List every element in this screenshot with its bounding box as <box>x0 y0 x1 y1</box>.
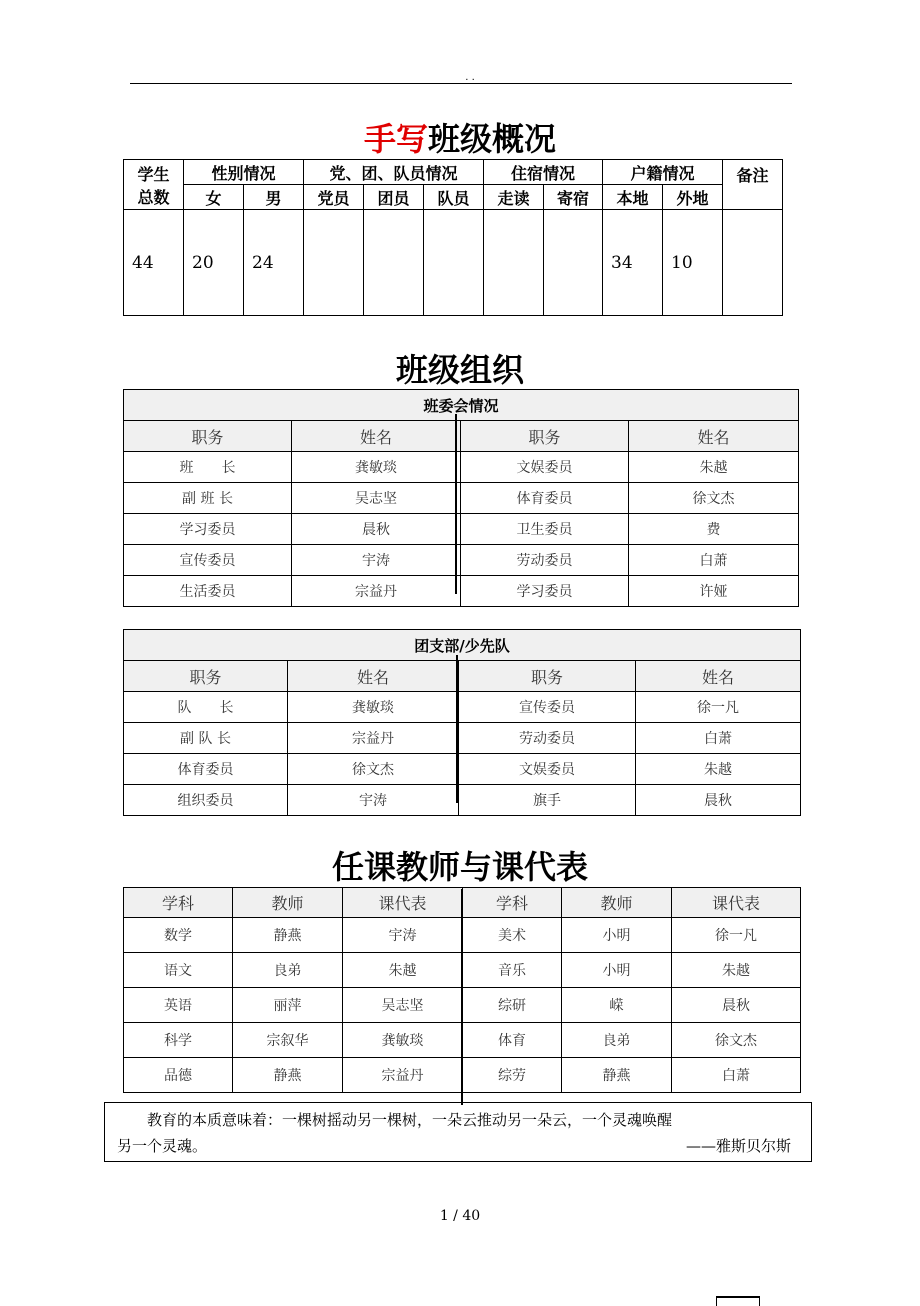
quote-author: ——雅斯贝尔斯 <box>685 1137 791 1155</box>
subject-cell: 美术 <box>463 918 562 953</box>
role-cell: 劳动委员 <box>461 545 629 576</box>
name-cell: 朱越 <box>629 452 799 483</box>
male-header: 男 <box>244 185 304 210</box>
role-cell: 学习委员 <box>124 514 292 545</box>
subject-cell: 音乐 <box>463 953 562 988</box>
rep-cell: 龚敏琰 <box>343 1023 463 1058</box>
table-row <box>124 452 799 483</box>
subject-cell: 体育 <box>463 1023 562 1058</box>
party-member-header: 党员 <box>304 185 364 210</box>
party-member-value <box>304 210 364 316</box>
table-row <box>124 514 799 545</box>
committee-section-title: 班委会情况 <box>124 390 799 421</box>
role-cell: 卫生委员 <box>461 514 629 545</box>
role-cell: 劳动委员 <box>459 723 636 754</box>
subject-cell: 综研 <box>463 988 562 1023</box>
subject-cell: 品德 <box>124 1058 233 1093</box>
header-rule <box>130 83 792 84</box>
rep-cell: 吴志坚 <box>343 988 463 1023</box>
party-header: 党、团、队员情况 <box>304 160 484 185</box>
name-cell: 徐文杰 <box>629 483 799 514</box>
teachers-divider <box>461 889 463 1105</box>
teachers-col-teacher: 教师 <box>233 888 343 918</box>
remark-value <box>723 210 783 316</box>
rep-cell: 徐文杰 <box>672 1023 801 1058</box>
rep-cell: 徐一凡 <box>672 918 801 953</box>
org-title: 班级组织 <box>395 351 524 389</box>
rep-cell: 宗益丹 <box>343 1058 463 1093</box>
committee-col-name: 姓名 <box>292 421 461 452</box>
subject-cell: 数学 <box>124 918 233 953</box>
subject-cell: 综劳 <box>463 1058 562 1093</box>
subject-cell: 英语 <box>124 988 233 1023</box>
table-row <box>124 785 801 816</box>
league-table <box>123 629 801 816</box>
role-cell: 队 长 <box>124 692 288 723</box>
table-row <box>124 723 801 754</box>
lodging-header: 住宿情况 <box>484 160 603 185</box>
quote-box <box>104 1102 812 1162</box>
rep-cell: 白萧 <box>672 1058 801 1093</box>
total-header-line1: 学生 <box>137 164 170 184</box>
role-cell: 旗手 <box>459 785 636 816</box>
role-cell: 体育委员 <box>124 754 288 785</box>
name-cell: 晨秋 <box>292 514 461 545</box>
table-row <box>124 754 801 785</box>
teachers-col-subject: 学科 <box>463 888 562 918</box>
league-divider <box>456 655 458 803</box>
committee-col-role: 职务 <box>461 421 629 452</box>
teacher-cell: 良弟 <box>233 953 343 988</box>
teacher-cell: 静燕 <box>233 1058 343 1093</box>
overview-title <box>0 114 920 160</box>
rep-cell: 朱越 <box>672 953 801 988</box>
role-cell: 学习委员 <box>461 576 629 607</box>
teachers-col-rep: 课代表 <box>343 888 463 918</box>
teacher-cell: 丽萍 <box>233 988 343 1023</box>
name-cell: 徐文杰 <box>288 754 459 785</box>
overview-title-red: 手写 <box>363 120 428 158</box>
role-cell: 文娱委员 <box>459 754 636 785</box>
league-col-role: 职务 <box>459 661 636 692</box>
teacher-cell: 小明 <box>562 918 672 953</box>
rep-cell: 朱越 <box>343 953 463 988</box>
name-cell: 徐一凡 <box>636 692 801 723</box>
teacher-cell: 嵘 <box>562 988 672 1023</box>
teachers-col-teacher: 教师 <box>562 888 672 918</box>
name-cell: 吴志坚 <box>292 483 461 514</box>
gender-header: 性别情况 <box>184 160 304 185</box>
remark-header: 备注 <box>723 160 783 210</box>
role-cell: 宣传委员 <box>459 692 636 723</box>
teacher-cell: 静燕 <box>233 918 343 953</box>
total-header <box>124 160 184 210</box>
name-cell: 宇涛 <box>292 545 461 576</box>
league-col-role: 职务 <box>124 661 288 692</box>
league-col-name: 姓名 <box>636 661 801 692</box>
rep-cell: 晨秋 <box>672 988 801 1023</box>
quote-line2: 另一个灵魂。 <box>117 1137 208 1155</box>
name-cell: 朱越 <box>636 754 801 785</box>
role-cell: 文娱委员 <box>461 452 629 483</box>
local-value: 34 <box>603 210 663 316</box>
role-cell: 组织委员 <box>124 785 288 816</box>
name-cell: 许娅 <box>629 576 799 607</box>
rep-cell: 宇涛 <box>343 918 463 953</box>
role-cell: 副 班 长 <box>124 483 292 514</box>
teacher-cell: 静燕 <box>562 1058 672 1093</box>
quote-line1: 教育的本质意味着：一棵树摇动另一棵树，一朵云推动另一朵云，一个灵魂唤醒 <box>147 1111 673 1129</box>
role-cell: 体育委员 <box>461 483 629 514</box>
day-value <box>484 210 544 316</box>
role-cell: 宣传委员 <box>124 545 292 576</box>
league-col-name: 姓名 <box>288 661 459 692</box>
hukou-header: 户籍情况 <box>603 160 723 185</box>
day-header: 走读 <box>484 185 544 210</box>
role-cell: 副 队 长 <box>124 723 288 754</box>
male-value: 24 <box>244 210 304 316</box>
committee-col-role: 职务 <box>124 421 292 452</box>
teacher-cell: 良弟 <box>562 1023 672 1058</box>
board-value <box>544 210 603 316</box>
female-value: 20 <box>184 210 244 316</box>
teachers-col-rep: 课代表 <box>672 888 801 918</box>
name-cell: 龚敏琰 <box>292 452 461 483</box>
table-row <box>124 483 799 514</box>
name-cell: 宇涛 <box>288 785 459 816</box>
table-row <box>124 692 801 723</box>
name-cell: 费 <box>629 514 799 545</box>
teachers-col-subject: 学科 <box>124 888 233 918</box>
header-dots: . . <box>465 72 475 83</box>
name-cell: 白萧 <box>629 545 799 576</box>
local-header: 本地 <box>603 185 663 210</box>
league-section-title: 团支部/少先队 <box>124 630 801 661</box>
teachers-title: 任课教师与课代表 <box>331 848 588 886</box>
total-value: 44 <box>124 210 184 316</box>
committee-table <box>123 389 799 607</box>
nonlocal-value: 10 <box>663 210 723 316</box>
name-cell: 白萧 <box>636 723 801 754</box>
overview-table <box>123 159 783 316</box>
quote-line2-row <box>117 1133 801 1159</box>
nonlocal-header: 外地 <box>663 185 723 210</box>
role-cell: 班 长 <box>124 452 292 483</box>
teacher-cell: 宗叙华 <box>233 1023 343 1058</box>
table-row <box>124 576 799 607</box>
league-member-value <box>364 210 424 316</box>
name-cell: 宗益丹 <box>288 723 459 754</box>
teacher-cell: 小明 <box>562 953 672 988</box>
pioneer-header: 队员 <box>424 185 484 210</box>
role-cell: 生活委员 <box>124 576 292 607</box>
subject-cell: 科学 <box>124 1023 233 1058</box>
subject-cell: 语文 <box>124 953 233 988</box>
female-header: 女 <box>184 185 244 210</box>
name-cell: 龚敏琰 <box>288 692 459 723</box>
total-header-line2: 总数 <box>137 187 170 207</box>
pioneer-value <box>424 210 484 316</box>
board-header: 寄宿 <box>544 185 603 210</box>
name-cell: 晨秋 <box>636 785 801 816</box>
league-member-header: 团员 <box>364 185 424 210</box>
overview-title-rest: 班级概况 <box>428 120 557 158</box>
table-row <box>124 545 799 576</box>
page-number: 1 / 40 <box>439 1208 481 1224</box>
committee-divider <box>455 414 457 594</box>
name-cell: 宗益丹 <box>292 576 461 607</box>
footer-corner-box <box>716 1296 760 1306</box>
committee-col-name: 姓名 <box>629 421 799 452</box>
